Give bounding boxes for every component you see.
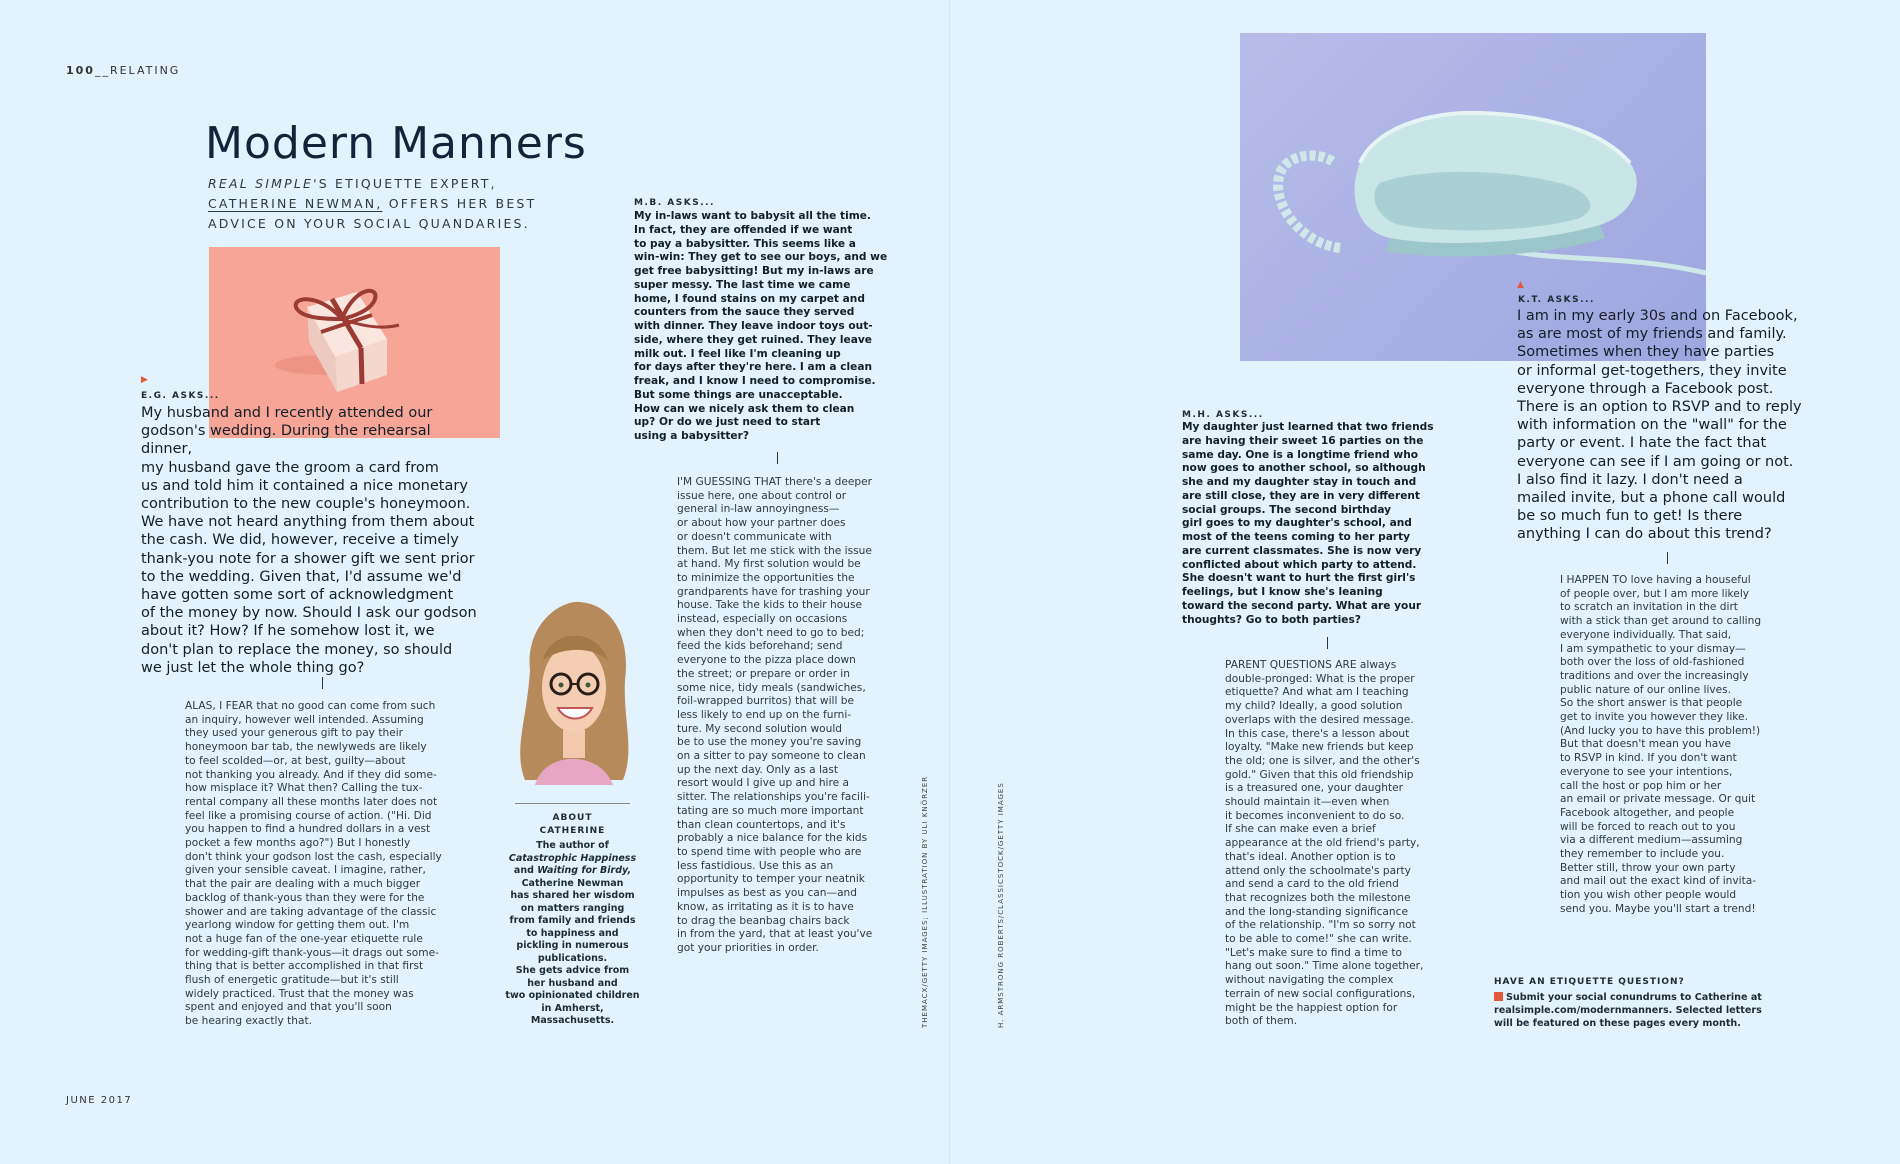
dek xyxy=(208,174,588,234)
question-line: be so much fun to get! Is there xyxy=(1517,508,1743,525)
answer-eg xyxy=(185,700,465,1029)
answer-line: gold." Given that this old friendship xyxy=(1225,768,1414,781)
answer-line: and mail out the exact kind of invita- xyxy=(1560,875,1757,888)
answer-line: is a treasured one, your daughter xyxy=(1225,782,1403,795)
question-line: mailed invite, but a phone call would xyxy=(1517,490,1786,507)
answer-kt xyxy=(1560,574,1790,917)
question-line: I also find it lazy. I don't need a xyxy=(1517,471,1743,488)
portrait-illustration-icon xyxy=(505,600,640,795)
answer-lead: I'M GUESSING THAT xyxy=(677,476,782,488)
answer-line: terrain of new social configurations, xyxy=(1225,987,1416,1000)
about-line: She gets advice from xyxy=(515,965,630,976)
answer-line: thing that is better accomplished in that first xyxy=(185,960,424,973)
answer-line: Facebook altogether, and people xyxy=(1560,806,1735,819)
question-line: with dinner. They leave indoor toys out- xyxy=(634,320,873,332)
question-line: everyone can see if I am going or not. xyxy=(1517,453,1794,470)
answer-line: opportunity to temper your neatnik xyxy=(677,873,865,886)
answer-line: or doesn't communicate with xyxy=(677,530,832,543)
answer-line: loyalty. "Make new friends but keep xyxy=(1225,741,1414,754)
question-line: same day. One is a longtime friend who xyxy=(1182,448,1419,461)
about-line: and xyxy=(513,865,538,876)
answer-line: and send a card to the old friend xyxy=(1225,878,1399,891)
answer-line: don't think your godson lost the cash, especially xyxy=(185,850,442,863)
answer-line: less likely to end up on the furni- xyxy=(677,708,852,721)
answer-line: So the short answer is that people xyxy=(1560,697,1743,710)
question-line: up? Or do we just need to start xyxy=(634,416,821,429)
about-line: pickling in numerous xyxy=(516,940,629,951)
about-divider xyxy=(515,803,630,804)
question-line: counters from the sauce they served xyxy=(634,306,855,319)
question-line: super messy. The last time we came xyxy=(634,278,851,291)
answer-line: everyone to see your intentions, xyxy=(1560,765,1733,778)
answer-line: there's a deeper xyxy=(781,476,873,488)
question-line: are having their sweet 16 parties on the xyxy=(1182,434,1424,447)
answer-line: how misplace it? What then? Calling the tux- xyxy=(185,782,423,795)
answer-line: I am sympathetic to your dismay— xyxy=(1560,642,1746,655)
section-name: RELATING xyxy=(109,64,181,77)
answer-line: to RSVP in kind. If you don't want xyxy=(1560,752,1737,765)
answer-line: and the long-standing significance xyxy=(1225,905,1408,918)
triangle-marker-icon: ▶ xyxy=(141,375,148,385)
answer-line: traditions and over the increasingly xyxy=(1560,669,1749,682)
about-title xyxy=(515,812,630,838)
question-line: as are most of my friends and family. xyxy=(1517,326,1787,343)
question-line: for days after they're here. I am a clean xyxy=(634,361,873,374)
answer-line: for wedding-gift thank-yous—it drags out some- xyxy=(185,946,439,959)
question-line: of the money by now. Should I ask our godson xyxy=(141,605,477,622)
question-line: are current classmates. She is now very xyxy=(1182,544,1422,557)
question-line: thoughts? Go to both parties? xyxy=(1182,613,1361,626)
answer-line: you happen to find a hundred dollars in a vest xyxy=(185,823,431,836)
answer-line: sitter. The relationships you're facili- xyxy=(677,791,870,804)
question-line: My in-laws want to babysit all the time. xyxy=(634,210,871,222)
answer-line: an inquiry, however well intended. Assuming xyxy=(185,713,424,726)
answer-line: probably a nice balance for the kids xyxy=(677,832,868,845)
page-title: Modern Manners xyxy=(205,118,587,169)
magazine-name: REAL SIMPLE xyxy=(208,176,314,191)
question-line: party or event. I hate the fact that xyxy=(1517,435,1767,452)
etiquette-text: Submit your social conundrums to Catherine at xyxy=(1506,992,1762,1003)
about-line: The author of xyxy=(536,840,609,851)
answer-line: in from the yard, that at least you've xyxy=(677,928,873,941)
answer-line: backlog of thank-yous than they were for the xyxy=(185,891,425,904)
answer-line: up the next day. Only as a last xyxy=(677,763,839,776)
question-line: the cash. We did, however, receive a timely xyxy=(141,532,459,549)
pointer-icon xyxy=(1494,992,1503,1001)
asker-label: K.T. ASKS... xyxy=(1518,295,1595,305)
question-line: now goes to another school, so although xyxy=(1182,462,1426,475)
about-title-line: CATHERINE xyxy=(539,826,606,836)
answer-line: house. Take the kids to their house xyxy=(677,599,862,612)
answer-line: the old; one is silver, and the other's xyxy=(1225,754,1420,767)
question-line: thank-you note for a shower gift we sent prior xyxy=(141,550,475,567)
question-line: home, I found stains on my carpet and xyxy=(634,292,865,305)
question-line: Sometimes when they have parties xyxy=(1517,344,1775,361)
question-line: to pay a babysitter. This seems like a xyxy=(634,237,856,250)
asker-label: E.G. ASKS... xyxy=(141,391,220,401)
author-name: CATHERINE NEWMAN, xyxy=(208,196,383,211)
answer-line: flush of energetic gratitude—but it's still xyxy=(185,974,399,987)
question-line: girl goes to my daughter's school, and xyxy=(1182,517,1412,530)
answer-line: got your priorities in order. xyxy=(677,941,819,954)
answer-line: public nature of our online lives. xyxy=(1560,683,1732,696)
question-line: milk out. I feel like I'm cleaning up xyxy=(634,347,841,360)
folio xyxy=(66,64,180,77)
dek-part2: OFFERS HER BEST ADVICE ON YOUR SOCIAL QUANDARIES. xyxy=(208,196,537,231)
answer-line: ture. My second solution would xyxy=(677,722,843,735)
question-line: with information on the "wall" for the xyxy=(1517,417,1787,434)
answer-divider xyxy=(1327,637,1328,649)
about-line: her husband and xyxy=(527,977,618,989)
answer-line: to spend time with people who are xyxy=(677,845,862,858)
answer-mh xyxy=(1225,659,1450,1029)
about-line: Massachusetts. xyxy=(530,1015,615,1026)
answer-line: that no good can come from such xyxy=(253,700,436,712)
answer-line: pocket a few months ago?") But I honestly xyxy=(185,837,411,850)
question-line: have gotten some sort of acknowledgment xyxy=(141,587,454,604)
question-line: But some things are unacceptable. xyxy=(634,388,843,401)
question-line: We have not heard anything from them about xyxy=(141,514,475,531)
photo-credit-left: THEMACX/GETTY IMAGES; ILLUSTRATION BY ULI KNÖRZER xyxy=(921,775,929,1028)
answer-line: some nice, tidy meals (sandwiches, xyxy=(677,681,866,694)
question-line: toward the second party. What are your xyxy=(1182,599,1422,612)
question-line: us and told him it contained a nice monetary xyxy=(141,477,468,494)
question-line: There is an option to RSVP and to reply xyxy=(1517,399,1802,416)
answer-line: instead, especially on occasions xyxy=(677,613,848,626)
answer-line: of the relationship. "I'm so sorry not xyxy=(1225,919,1416,932)
answer-line: everyone to the pizza place down xyxy=(677,654,856,667)
answer-line: spent and enjoyed and that you'll soon xyxy=(185,1001,392,1014)
answer-line: on a sitter to pay someone to clean xyxy=(677,750,866,763)
answer-line: love having a houseful xyxy=(1627,574,1751,586)
question-line: most of the teens coming to her party xyxy=(1182,531,1411,543)
answer-line: might be the happiest option for xyxy=(1225,1001,1398,1014)
question-line: using a babysitter? xyxy=(634,430,749,442)
question-line: we just let the whole thing go? xyxy=(141,659,365,676)
answer-line: issue here, one about control or xyxy=(677,489,847,502)
answer-line: widely practiced. Trust that the money was xyxy=(185,987,414,1000)
answer-line: both over the loss of old-fashioned xyxy=(1560,656,1745,669)
question-line: feelings, but I know she's leaning xyxy=(1182,586,1383,598)
question-line: In fact, they are offended if we want xyxy=(634,223,853,236)
answer-line: given your sensible caveat. I imagine, rather, xyxy=(185,864,426,877)
answer-line: hang out soon." Time alone together, xyxy=(1225,960,1424,973)
answer-line: appearance at the old friend's party, xyxy=(1225,837,1420,850)
page-number: 100 xyxy=(66,64,95,77)
answer-line: via a different medium—assuming xyxy=(1560,834,1743,847)
answer-line: grandparents have for trashing your xyxy=(677,585,870,598)
asker-label: M.B. ASKS... xyxy=(634,198,715,208)
answer-line: feel like a promising course of action. ("Hi. Did xyxy=(185,809,432,822)
answer-line: with a stick than get around to calling xyxy=(1560,615,1762,628)
question-line: are still close, they are in very different xyxy=(1182,489,1420,502)
answer-line: to be able to come!" she can write. xyxy=(1225,933,1412,946)
book-title: Catastrophic Happiness xyxy=(508,852,637,864)
answer-line: to minimize the opportunities the xyxy=(677,571,855,584)
question-line: She doesn't want to hurt the first girl's xyxy=(1182,572,1416,585)
about-line: has shared her wisdom xyxy=(510,890,635,901)
answer-line: "Let's make sure to find a time to xyxy=(1225,946,1403,959)
answer-lead: PARENT QUESTIONS ARE xyxy=(1225,659,1357,671)
answer-line: tating are so much more important xyxy=(677,804,864,817)
author-portrait xyxy=(505,600,640,795)
about-line: Catherine Newman xyxy=(521,877,624,889)
question-line: don't plan to replace the money, so should xyxy=(141,641,453,658)
question-line: everyone through a Facebook post. xyxy=(1517,380,1774,397)
answer-line: they used your generous gift to pay their xyxy=(185,727,404,740)
answer-line: etiquette? And what am I teaching xyxy=(1225,686,1409,699)
answer-mb xyxy=(677,476,902,956)
answer-line: know, as irritating as it is to have xyxy=(677,900,854,913)
about-line: in Amherst, xyxy=(541,1002,604,1014)
answer-line: to drag the beanbag chairs back xyxy=(677,914,850,927)
question-mb xyxy=(634,210,894,444)
asker-label: M.H. ASKS... xyxy=(1182,410,1264,420)
question-line: How can we nicely ask them to clean xyxy=(634,402,855,415)
question-line: anything I can do about this trend? xyxy=(1517,526,1772,543)
about-line: from family and friends xyxy=(509,915,636,926)
question-line: social groups. The second birthday xyxy=(1182,503,1392,516)
answer-line: without navigating the complex xyxy=(1225,974,1394,987)
book-title: Waiting for Birdy, xyxy=(537,865,632,876)
question-kt xyxy=(1517,307,1817,544)
answer-line: yearlong window for getting them out. I'm xyxy=(185,919,410,932)
question-eg xyxy=(141,404,481,677)
answer-line: foil-wrapped burritos) that will be xyxy=(677,695,855,708)
answer-line: that recognizes both the milestone xyxy=(1225,891,1411,904)
about-line: on matters ranging xyxy=(520,902,625,914)
answer-line: always xyxy=(1356,659,1397,671)
answer-line: not a huge fan of the one-year etiquette rule xyxy=(185,932,423,945)
answer-line: honeymoon bar tab, the newlyweds are likely xyxy=(185,741,427,754)
answer-line: an email or private message. Or quit xyxy=(1560,793,1756,806)
answer-line: call the host or pop him or her xyxy=(1560,779,1722,792)
answer-line: the street; or prepare or order in xyxy=(677,667,850,680)
submission-link[interactable]: realsimple.com/modernmanners. xyxy=(1494,1005,1673,1016)
question-line: get free babysitting! But my in-laws are xyxy=(634,265,874,277)
answer-lead: I HAPPEN TO xyxy=(1560,574,1628,586)
answer-line: everyone individually. That said, xyxy=(1560,628,1732,641)
folio-separator: __ xyxy=(94,64,110,77)
issue-date: JUNE 2017 xyxy=(66,1095,133,1106)
question-line: I am in my early 30s and on Facebook, xyxy=(1517,308,1798,324)
answer-divider xyxy=(1667,552,1668,564)
about-line: publications. xyxy=(537,952,608,964)
question-line: side, where they get ruined. They leave xyxy=(634,333,872,346)
triangle-marker-icon: ▲ xyxy=(1517,280,1524,290)
question-line: about it? How? If he somehow lost it, we xyxy=(141,623,435,640)
etiquette-question-text xyxy=(1494,991,1764,1030)
answer-line: shower and are taking advantage of the classic xyxy=(185,905,437,918)
answer-line: send you. Maybe you'll start a trend! xyxy=(1560,902,1756,915)
answer-line: both of them. xyxy=(1225,1015,1298,1028)
question-line: godson's wedding. During the rehearsal dinner, xyxy=(141,423,431,458)
answer-line: But that doesn't mean you have xyxy=(1560,738,1732,751)
answer-line: Better still, throw your own party xyxy=(1560,861,1736,874)
answer-line: general in-law annoyingness— xyxy=(677,503,840,516)
answer-line: not thanking you already. And if they did some- xyxy=(185,768,437,781)
about-line: two opinionated children xyxy=(505,990,640,1001)
question-line: My daughter just learned that two friends xyxy=(1182,421,1434,433)
answer-line: or about how your partner does xyxy=(677,517,846,530)
answer-line: that's ideal. Another option is to xyxy=(1225,850,1396,863)
etiquette-text: Selected letters will be featured on these pages every month. xyxy=(1494,1005,1762,1029)
answer-divider xyxy=(322,677,323,689)
answer-line: them. But let me stick with the issue xyxy=(677,544,872,557)
answer-line: less fastidious. Use this as an xyxy=(677,859,834,872)
photo-credit-right: H. ARMSTRONG ROBERTS/CLASSICSTOCK/GETTY IMAGES xyxy=(997,782,1005,1028)
about-text xyxy=(505,840,640,1028)
answer-line: If she can make even a brief xyxy=(1225,823,1376,836)
answer-line: In this case, there's a lesson about xyxy=(1225,727,1410,740)
answer-line: attend only the schoolmate's party xyxy=(1225,864,1411,877)
question-line: contribution to the new couple's honeymoon. xyxy=(141,496,471,513)
answer-line: when they don't need to go to bed; xyxy=(677,626,865,639)
question-line: my husband gave the groom a card from xyxy=(141,459,439,476)
answer-line: my child? Ideally, a good solution xyxy=(1225,700,1403,713)
question-line: win-win: They get to see our boys, and we xyxy=(634,251,888,264)
about-line: to happiness and xyxy=(526,927,619,939)
answer-line: rental company all these months later does not xyxy=(185,795,438,808)
answer-line: impulses as best as you can—and xyxy=(677,887,857,900)
answer-line: of people over, but I am more likely xyxy=(1560,587,1750,600)
answer-line: feed the kids beforehand; send xyxy=(677,640,843,653)
question-line: My husband and I recently attended our xyxy=(141,405,433,421)
answer-line: to scratch an invitation in the dirt xyxy=(1560,601,1738,614)
about-title-line: ABOUT xyxy=(552,813,593,823)
question-line: to the wedding. Given that, I'd assume we'd xyxy=(141,568,462,585)
answer-line: resort would I give up and hire a xyxy=(677,777,849,790)
answer-line: to feel scolded—or, at best, guilty—about xyxy=(185,754,406,767)
answer-line: overlaps with the desired message. xyxy=(1225,713,1414,726)
answer-line: be to use the money you're saving xyxy=(677,736,862,749)
answer-line: than clean countertops, and it's xyxy=(677,818,846,831)
answer-lead: ALAS, I FEAR xyxy=(185,700,253,712)
answer-divider xyxy=(777,452,778,464)
question-line: freak, and I know I need to compromise. xyxy=(634,375,876,387)
answer-line: it becomes inconvenient to do so. xyxy=(1225,809,1405,822)
answer-line: should maintain it—even when xyxy=(1225,796,1390,809)
dek-part1: 'S ETIQUETTE EXPERT, xyxy=(313,176,497,191)
question-line: conflicted about which party to attend. xyxy=(1182,558,1417,571)
answer-line: (And lucky you to have this problem!) xyxy=(1560,724,1761,737)
answer-line: that the pair are dealing with a much bigger xyxy=(185,878,421,891)
answer-line: be hearing exactly that. xyxy=(185,1015,312,1028)
page-gutter xyxy=(949,0,950,1164)
answer-line: tion you wish other people would xyxy=(1560,889,1737,902)
answer-line: will be forced to reach out to you xyxy=(1560,820,1736,833)
answer-line: at hand. My first solution would be xyxy=(677,558,861,571)
question-line: or informal get-togethers, they invite xyxy=(1517,362,1787,379)
answer-line: they remember to include you. xyxy=(1560,848,1725,861)
question-mh xyxy=(1182,421,1442,627)
answer-line: get to invite you however they like. xyxy=(1560,711,1748,724)
question-line: she and my daughter stay in touch and xyxy=(1182,476,1417,488)
answer-line: double-pronged: What is the proper xyxy=(1225,672,1415,685)
etiquette-question-title: HAVE AN ETIQUETTE QUESTION? xyxy=(1494,977,1685,987)
